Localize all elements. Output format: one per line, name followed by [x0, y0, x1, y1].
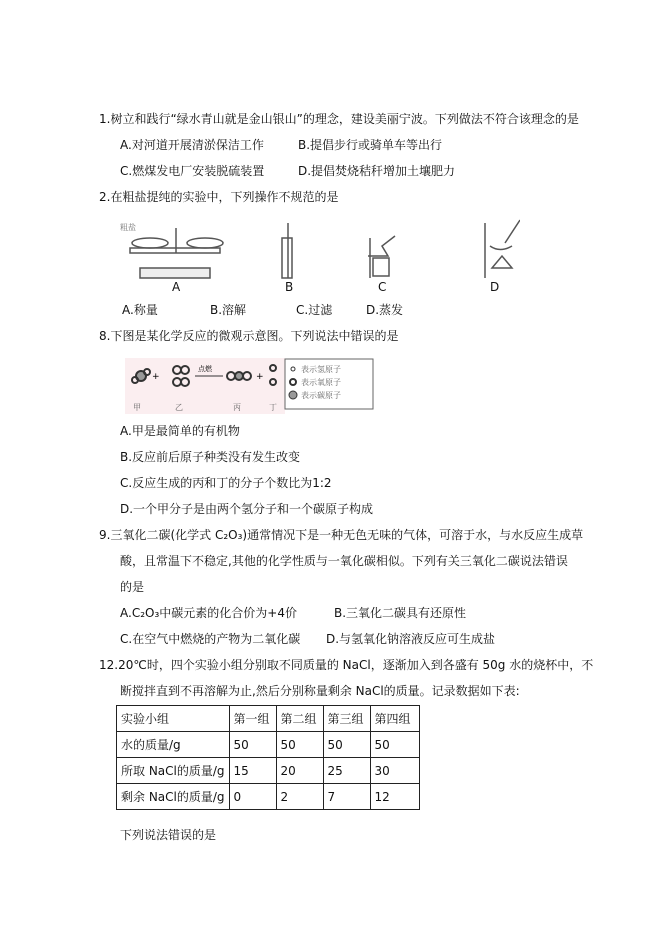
q9-option-c: C.在空气中燃烧的产物为二氧化碳: [120, 632, 301, 646]
q12-stem-2: 断搅拌直到不再溶解为止,然后分别称量剩余 NaCl的质量。记录数据如下表:: [120, 684, 520, 698]
q8-reaction-figure: [125, 358, 380, 414]
legend-h: 表示氢原子: [301, 365, 341, 374]
q8-option-d: D.一个甲分子是由两个氢分子和一个碳原子构成: [120, 502, 374, 516]
q12-question: 下列说法错误的是: [120, 828, 217, 842]
q12-stem-1: 12.20℃时，四个实验小组分别取不同质量的 NaCl，逐渐加入到各盛有 50g 水的烧杯中，不: [99, 658, 594, 672]
q8-stem: 8.下图是某化学反应的微观示意图。下列说法中错误的是: [99, 329, 399, 343]
q2-apparatus-figure: [120, 218, 520, 280]
q9-option-d: D.与氢氧化钠溶液反应可生成盐: [326, 632, 496, 646]
label-ding: 丁: [269, 403, 277, 412]
fig-label-b: B: [285, 280, 294, 294]
q1-option-d: D.提倡焚烧秸秆增加土壤肥力: [298, 164, 456, 178]
reaction-condition: 点燃: [198, 365, 212, 373]
q1-option-b: B.提倡步行或骑单车等出行: [298, 138, 443, 152]
q9-option-a: A.C₂O₃中碳元素的化合价为+4价: [120, 606, 297, 620]
svg-text:+: +: [256, 372, 264, 382]
legend-o: 表示氧原子: [301, 378, 341, 387]
label-yi: 乙: [175, 403, 183, 412]
legend-c: 表示碳原子: [301, 391, 341, 400]
q2-option-a: A.称量: [122, 303, 158, 317]
label-jia: 甲: [133, 403, 141, 412]
table-row: 所取 NaCl的质量/g 15 20 25 30: [117, 758, 420, 784]
q1-stem: 1.树立和践行“绿水青山就是金山银山”的理念，建设美丽宁波。下列做法不符合该理念的是: [99, 112, 579, 126]
table-row: 剩余 NaCl的质量/g 0 2 7 12: [117, 784, 420, 810]
fig-label-c: C: [378, 280, 387, 294]
fig-label-d: D: [490, 280, 500, 294]
q2-option-d: D.蒸发: [366, 303, 404, 317]
q1-option-a: A.对河道开展清淤保洁工作: [120, 138, 264, 152]
q9-stem-3: 的是: [120, 580, 145, 594]
q9-stem-1: 9.三氧化二碳(化学式 C₂O₃)通常情况下是一种无色无味的气体，可溶于水，与水反应生成草: [99, 528, 584, 542]
q8-option-b: B.反应前后原子种类没有发生改变: [120, 450, 301, 464]
q9-option-b: B.三氧化二碳具有还原性: [334, 606, 467, 620]
q8-option-a: A.甲是最简单的有机物: [120, 424, 240, 438]
svg-text:+: +: [152, 372, 160, 382]
q2-option-b: B.溶解: [210, 303, 247, 317]
label-bing: 丙: [233, 403, 241, 412]
nacl-data-table: [116, 705, 420, 810]
q2-option-c: C.过滤: [296, 303, 333, 317]
q9-stem-2: 酸，且常温下不稳定,其他的化学性质与一氧化碳相似。下列有关三氧化二碳说法错误: [120, 554, 568, 568]
table-row: 实验小组 第一组 第二组 第三组 第四组: [117, 706, 420, 732]
fig-label-a: A: [172, 280, 181, 294]
q8-option-c: C.反应生成的丙和丁的分子个数比为1:2: [120, 476, 332, 490]
q1-option-c: C.燃煤发电厂安装脱硫装置: [120, 164, 265, 178]
q2-stem: 2.在粗盐提纯的实验中，下列操作不规范的是: [99, 190, 339, 204]
fig-label-crude-salt: 粗盐: [120, 223, 136, 232]
table-row: 水的质量/g 50 50 50 50: [117, 732, 420, 758]
